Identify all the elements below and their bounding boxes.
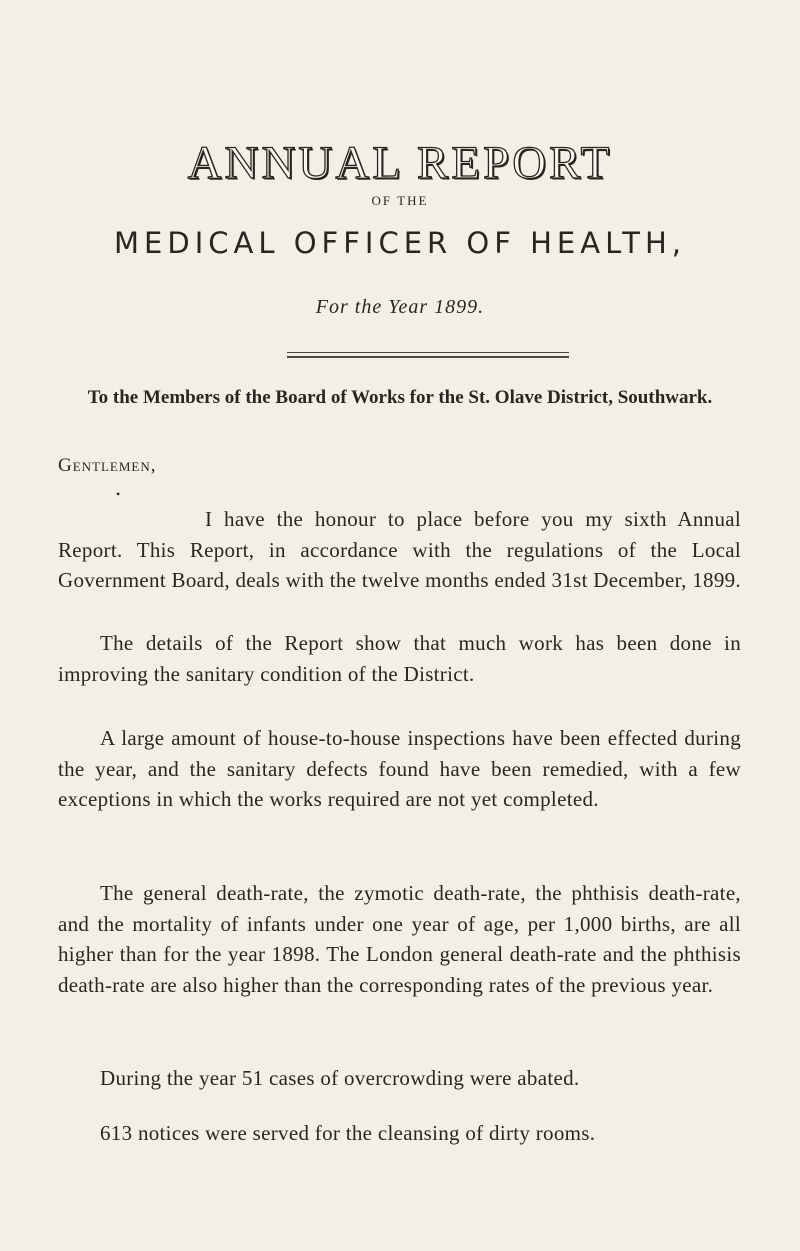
report-title: ANNUAL REPORT <box>187 137 613 189</box>
paragraph-inspections: A large amount of house-to-house inspections have been effected during the year, and the sanitary defects found have been remedied, with a few exceptions in which the works required are not yet completed. <box>58 726 741 811</box>
paragraph-details: The details of the Report show that much work has been done in improving the sanitary condition of the District. <box>58 631 741 686</box>
margin-mark: • <box>116 487 121 501</box>
address-line: To the Members of the Board of Works for the St. Olave District, Southwark. <box>87 387 713 408</box>
report-subtitle: MEDICAL OFFICER OF HEALTH, <box>114 226 686 260</box>
paragraph-overcrowding: During the year 51 cases of overcrowding were abated. <box>100 1066 580 1090</box>
paragraph-intro: I have the honour to place before you my sixth Annual Report. This Report, in accordance with the regulations of the Local Government Board, deals with the twelve months ended 31st December, 1899. <box>58 507 741 592</box>
divider-thick <box>287 356 569 358</box>
report-year: For the Year 1899. <box>315 296 485 318</box>
salutation: Gentlemen, <box>58 455 157 476</box>
title-connector: OF THE <box>371 193 429 208</box>
paragraph-notices: 613 notices were served for the cleansing of dirty rooms. <box>100 1121 596 1145</box>
divider-thin <box>287 352 569 353</box>
paragraph-death-rates: The general death-rate, the zymotic death-rate, the phthisis death-rate, and the mortality of infants under one year of age, per 1,000 births, are all higher than for the year 1898. The London general death-rate and the phthisis death-rate are also higher than the corresponding rates of the previous year. <box>58 881 741 997</box>
